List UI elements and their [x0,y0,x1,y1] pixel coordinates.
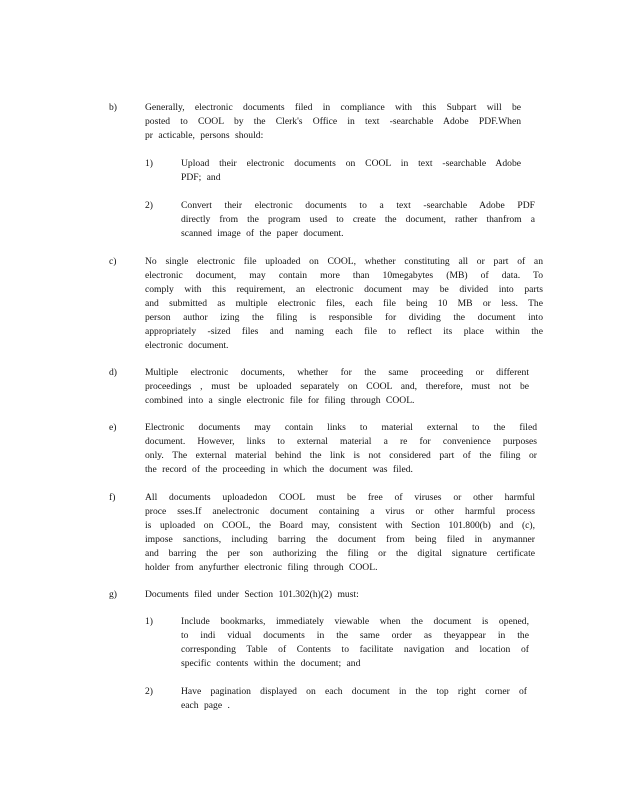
item-label: 2) [145,686,153,697]
text-line: PDF; and [181,172,221,183]
text-line: document. However, links to external material a re for convenience purposes [145,436,537,447]
text-line: comply with this requirement, an electronic document may be divided into parts [145,284,543,295]
text-line: Generally, electronic documents filed in compliance with this Subpart will be [145,102,521,113]
text-line: scanned image of the paper document. [181,228,344,239]
text-line: proceedings , must be uploaded separately on COOL and, therefore, must not be [145,381,529,392]
section-label: b) [109,102,117,113]
text-line: holder from anyfurther electronic filing through COOL. [145,562,378,573]
text-line: Electronic documents may contain links to material external to the filed [145,422,537,433]
text-line: the record of the proceeding in which the document was filed. [145,464,413,475]
text-line: No single electronic file uploaded on COOL, whether constituting all or part of an [145,256,543,267]
text-line: Convert their electronic documents to a text -searchable Adobe PDF [181,200,535,211]
text-line: Documents filed under Section 101.302(h)(2) must: [145,589,359,600]
text-line: electronic document. [145,340,229,351]
section-f [109,491,549,575]
section-label: g) [109,589,117,600]
text-line: posted to COOL by the Clerk's Office in text -searchable Adobe PDF.When [145,116,521,127]
text-line: impose sanctions, including barring the document from being filed in anymanner [145,534,535,545]
section-d [109,366,539,408]
item-text [181,685,527,713]
item-label: 1) [145,158,153,169]
text-line: only. The external material behind the link is not considered part of the filing or [145,450,537,461]
section-text [145,491,535,575]
text-line: and barring the per son authorizing the filing or the digital signature certificate [145,548,535,559]
text-line: to indi vidual documents in the same order as theyappear in the [181,630,529,641]
text-line: specific contents within the document; and [181,658,361,669]
section-b-item-2 [145,199,545,241]
section-b-item-1 [145,157,535,185]
section-text [145,101,521,143]
section-g-item-2 [145,685,545,713]
section-g [109,588,539,602]
text-line: Include bookmarks, immediately viewable when the document is opened, [181,616,529,627]
section-label: f) [109,492,116,503]
text-line: electronic document, may contain more than 10megabytes (MB) of data. To [145,270,543,281]
item-text [181,157,521,185]
text-line: Have pagination displayed on each document in the top right corner of [181,686,527,697]
text-line: Upload their electronic documents on COOL in text -searchable Adobe [181,158,521,169]
text-line: each page . [181,700,230,711]
section-label: e) [109,422,117,433]
section-text [145,366,529,408]
text-line: and submitted as multiple electronic files, each file being 10 MB or less. The [145,298,543,309]
item-text [181,199,535,241]
text-line: corresponding Table of Contents to facilitate navigation and location of [181,644,529,655]
section-text [145,255,543,353]
section-b [109,101,539,143]
section-text [145,588,529,602]
section-label: d) [109,367,117,378]
text-line: is uploaded on COOL, the Board may, consistent with Section 101.800(b) and (c), [145,520,535,531]
text-line: proce sses.If anelectronic document containing a virus or other harmful process [145,506,535,517]
text-line: pr acticable, persons should: [145,130,264,141]
text-line: directly from the program used to create the document, rather thanfrom a [181,214,535,225]
text-line: person author izing the filing is responsible for dividing the document into [145,312,543,323]
section-label: c) [109,256,117,267]
item-text [181,615,529,671]
section-e [109,421,549,477]
section-g-item-1 [145,615,545,671]
item-label: 1) [145,616,153,627]
item-label: 2) [145,200,153,211]
section-text [145,421,537,477]
text-line: Multiple electronic documents, whether for the same proceeding or different [145,367,529,378]
text-line: combined into a single electronic file for filing through COOL. [145,395,415,406]
section-c [109,255,549,353]
text-line: appropriately -sized files and naming each file to reflect its place within the [145,326,543,337]
text-line: All documents uploadedon COOL must be free of viruses or other harmful [145,492,535,503]
